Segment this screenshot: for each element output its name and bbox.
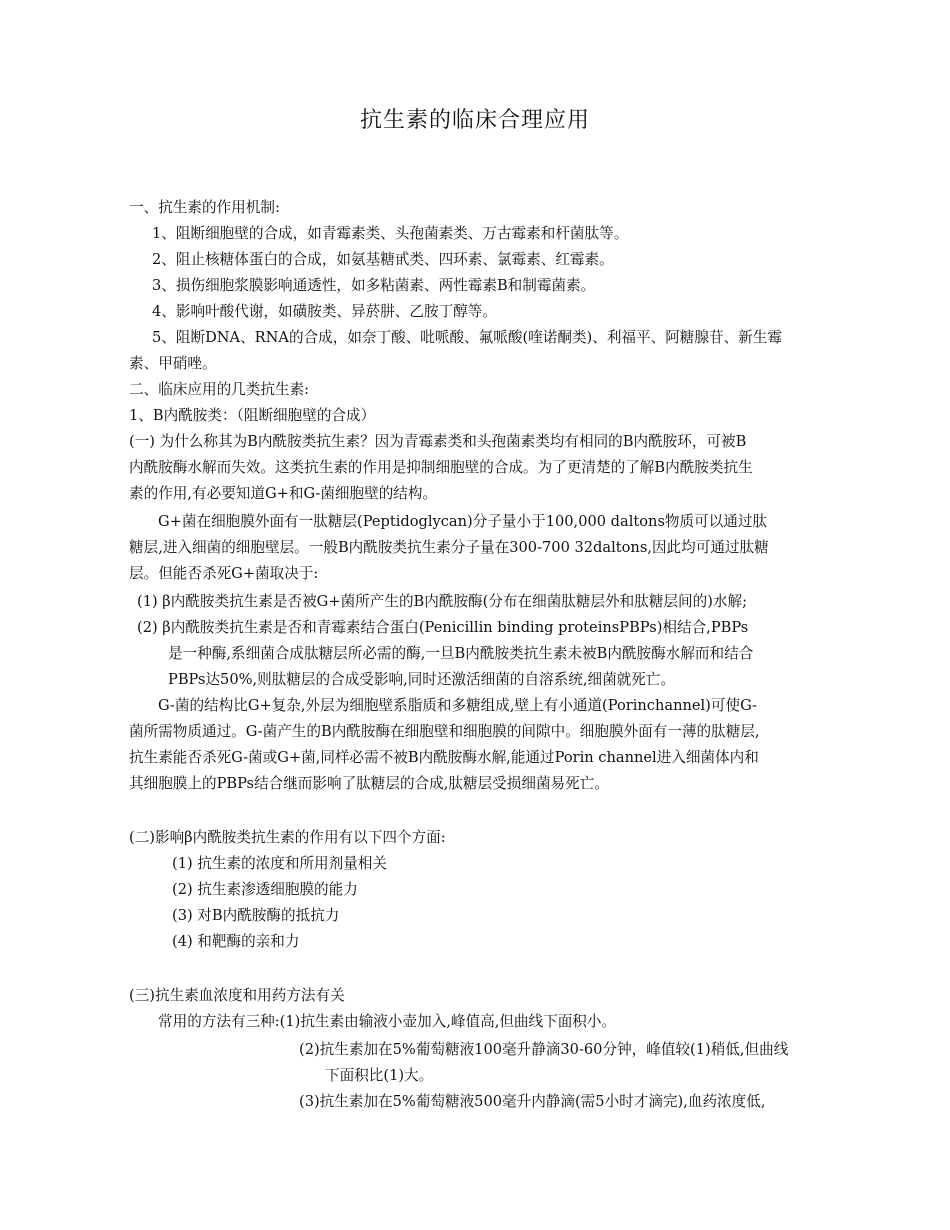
paragraph-line: 菌所需物质通过。G-菌产生的B内酰胺酶在细胞壁和细胞膜的间隙中。细胞膜外面有一薄的肽糖层, xyxy=(129,723,760,740)
list-item-continuation: 素、甲硝唑。 xyxy=(129,355,217,372)
paragraph-line: G-菌的结构比G+复杂,外层为细胞壁系脂质和多糖组成,壁上有小通道(Porinchannel)可使G- xyxy=(158,697,757,714)
subsection-heading: (二)影响β内酰胺类抗生素的作用有以下四个方面: xyxy=(129,829,446,846)
list-item: 4、影响叶酸代谢，如磺胺类、异菸肼、乙胺丁醇等。 xyxy=(152,303,497,320)
list-item: (3) 对B内酰胺酶的抵抗力 xyxy=(172,907,340,924)
list-item: (2) 抗生素渗透细胞膜的能力 xyxy=(172,881,358,898)
section-heading: 二、临床应用的几类抗生素: xyxy=(129,381,310,398)
document-title: 抗生素的临床合理应用 xyxy=(359,108,590,133)
paragraph-line: (一) 为什么称其为B内酰胺类抗生素？因为青霉素类和头孢菌素类均有相同的B内酰胺环，可被B xyxy=(129,433,747,450)
list-item: 5、阻断DNA、RNA的合成，如奈丁酸、吡哌酸、氟哌酸(喹诺酮类)、利福平、阿糖腺苷、新生霉 xyxy=(152,329,782,346)
condition-line: 是一种酶,系细菌合成肽糖层所必需的酶,一旦B内酰胺类抗生素未被B内酰胺酶水解而和结合 xyxy=(168,645,754,662)
list-item: 3、损伤细胞浆膜影响通透性，如多粘菌素、两性霉素B和制霉菌素。 xyxy=(152,277,596,294)
paragraph-line: G+菌在细胞膜外面有一肽糖层(Peptidoglycan)分子量小于100,000 daltons物质可以通过肽 xyxy=(158,513,768,530)
section-heading: 一、抗生素的作用机制: xyxy=(129,199,280,216)
condition-line: (2) β内酰胺类抗生素是否和青霉素结合蛋白(Penicillin binding proteinsPBPs)相结合,PBPs xyxy=(137,619,749,636)
paragraph-line: 抗生素能否杀死G-菌或G+菌,同样必需不被B内酰胺酶水解,能通过Porin channel进入细菌体内和 xyxy=(129,749,759,766)
list-item: 2、阻止核糖体蛋白的合成，如氨基糖甙类、四环素、氯霉素、红霉素。 xyxy=(152,251,614,268)
paragraph-line: (2)抗生素加在5%葡萄糖液100毫升静滴30-60分钟，峰值较(1)稍低,但曲线 xyxy=(299,1041,789,1058)
paragraph-line: 糖层,进入细菌的细胞壁层。一般B内酰胺类抗生素分子量在300-700 32daltons,因此均可通过肽糖 xyxy=(129,539,769,556)
paragraph-line: 其细胞膜上的PBPs结合继而影响了肽糖层的合成,肽糖层受损细菌易死亡。 xyxy=(129,775,609,792)
subsection-heading: 1、B内酰胺类：（阻断细胞壁的合成） xyxy=(129,407,376,424)
condition-line: PBPs达50%,则肽糖层的合成受影响,同时还激活细菌的自溶系统,细菌就死亡。 xyxy=(168,671,676,688)
list-item: (4) 和靶酶的亲和力 xyxy=(172,933,300,950)
list-item: (1) 抗生素的浓度和所用剂量相关 xyxy=(172,855,388,872)
paragraph-line: (3)抗生素加在5%葡萄糖液500毫升内静滴(需5小时才滴完),血药浓度低, xyxy=(299,1093,766,1110)
paragraph-line: 常用的方法有三种:(1)抗生素由输液小壶加入,峰值高,但曲线下面积小。 xyxy=(158,1013,617,1030)
paragraph-line: 内酰胺酶水解而失效。这类抗生素的作用是抑制细胞壁的合成。为了更清楚的了解B内酰胺类抗生 xyxy=(129,459,753,476)
list-item: 1、阻断细胞壁的合成，如青霉素类、头孢菌素类、万古霉素和杆菌肽等。 xyxy=(152,225,629,242)
paragraph-line: 层。但能否杀死G+菌取决于: xyxy=(129,565,319,582)
paragraph-line: 素的作用,有必要知道G+和G-菌细胞壁的结构。 xyxy=(129,485,438,502)
condition-line: (1) β内酰胺类抗生素是否被G+菌所产生的B内酰胺酶(分布在细菌肽糖层外和肽糖层间的)水解; xyxy=(137,593,748,610)
subsection-heading: (三)抗生素血浓度和用药方法有关 xyxy=(129,987,345,1004)
paragraph-line: 下面积比(1)大。 xyxy=(325,1067,434,1084)
